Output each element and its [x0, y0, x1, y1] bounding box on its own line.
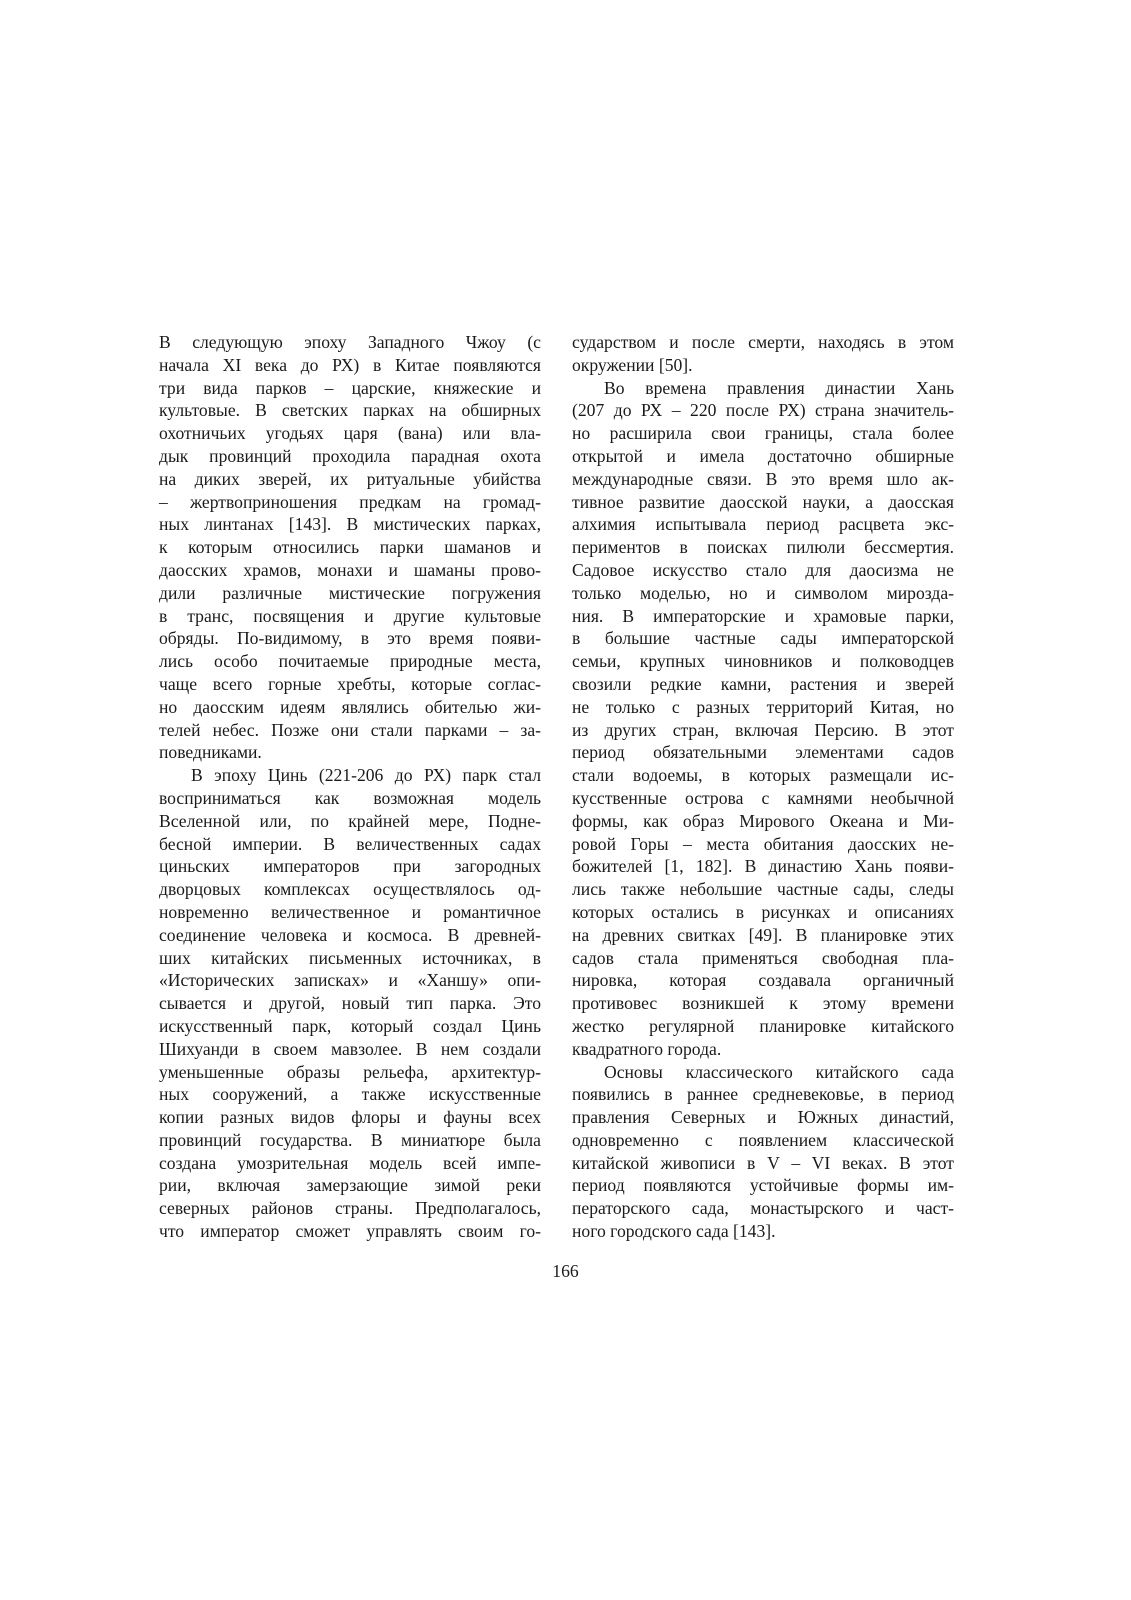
text-line: которых остались в рисунках и описаниях — [572, 901, 954, 922]
text-line: окружении [50]. — [572, 354, 693, 375]
text-line: садов стала применяться свободная пла- — [572, 947, 954, 968]
text-line: Основы классического китайского сада — [604, 1061, 954, 1082]
text-line: В эпоху Цинь (221-206 до РХ) парк стал — [191, 765, 541, 786]
text-line: одновременно с появлением классической — [572, 1129, 954, 1150]
text-line: формы, как образ Мирового Океана и Ми- — [572, 810, 954, 831]
text-line: к которым относились парки шаманов и — [159, 537, 541, 558]
text-line: Во времена правления династии Хань — [604, 377, 954, 398]
text-line: международные связи. В это время шло ак- — [572, 468, 954, 489]
text-line: ных сооружений, а также искусственные — [159, 1084, 541, 1105]
text-line: ровой Горы – места обитания даосских не- — [572, 833, 954, 854]
text-line: сударством и после смерти, находясь в этом — [572, 332, 954, 352]
text-line: – жертвоприношения предкам на громад- — [159, 491, 541, 512]
text-line: Вселенной или, по крайней мере, Подне- — [159, 810, 541, 831]
text-line: лись особо почитаемые природные места, — [159, 651, 541, 672]
text-line: три вида парков – царские, княжеские и — [159, 377, 541, 398]
text-line: соединение человека и космоса. В древней- — [159, 924, 541, 945]
text-line: но даосским идеям являлись обителью жи- — [159, 696, 541, 717]
text-line: стали водоемы, в которых размещали ис- — [572, 765, 954, 786]
text-line: лись также небольшие частные сады, следы — [572, 879, 954, 900]
text-line: (207 до РХ – 220 после РХ) страна значитель- — [572, 400, 954, 421]
text-line: уменьшенные образы рельефа, архитектур- — [159, 1061, 541, 1082]
text-line: ного городского сада [143]. — [572, 1221, 776, 1242]
text-line: искусственный парк, который создал Цинь — [159, 1015, 541, 1036]
text-line: появились в раннее средневековье, в период — [572, 1084, 954, 1105]
text-line: не только с разных территорий Китая, но — [572, 696, 954, 717]
text-line: сывается и другой, новый тип парка. Это — [159, 993, 541, 1014]
text-line: из других стран, включая Персию. В этот — [572, 719, 954, 740]
text-line: бесной империи. В величественных садах — [159, 833, 541, 854]
text-line: нировка, которая создавала органичный — [572, 970, 954, 991]
text-line: только моделью, но и символом мирозда- — [572, 582, 954, 603]
text-line: «Исторических записках» и «Ханшу» опи- — [159, 970, 541, 991]
text-line: дворцовых комплексах осуществлялось од- — [159, 879, 541, 900]
text-line: копии разных видов флоры и фауны всех — [159, 1107, 541, 1128]
text-line: божителей [1, 182]. В династию Хань появи- — [572, 856, 954, 877]
text-line: противовес возникшей к этому времени — [572, 993, 954, 1014]
text-line: поведниками. — [159, 742, 262, 763]
text-line: дык провинций проходила парадная охота — [159, 445, 541, 466]
text-line: Шихуанди в своем мавзолее. В нем создали — [159, 1038, 541, 1059]
text-line: правления Северных и Южных династий, — [572, 1107, 954, 1128]
text-line: тивное развитие даосской науки, а даосская — [572, 491, 954, 512]
text-line: период появляются устойчивые формы им- — [572, 1175, 954, 1196]
page-number: 166 — [552, 1261, 579, 1281]
text-line: жестко регулярной планировке китайского — [572, 1015, 954, 1036]
text-line: циньских императоров при загородных — [159, 856, 541, 877]
text-line: алхимия испытывала период расцвета экс- — [572, 514, 954, 535]
text-line: свозили редкие камни, растения и зверей — [572, 673, 954, 694]
text-line: телей небес. Позже они стали парками – за- — [159, 719, 541, 740]
text-line: чаще всего горные хребты, которые соглас- — [159, 673, 541, 694]
text-line: но расширила свои границы, стала более — [572, 423, 954, 444]
text-line: начала XI века до РХ) в Китае появляются — [159, 354, 541, 375]
text-line: северных районов страны. Предполагалось, — [159, 1198, 541, 1219]
text-line: на древних свитках [49]. В планировке этих — [572, 924, 954, 945]
text-line: рии, включая замерзающие зимой реки — [159, 1175, 541, 1196]
text-line: квадратного города. — [572, 1038, 722, 1059]
text-line: ператорского сада, монастырского и част- — [572, 1198, 954, 1219]
text-line: в большие частные сады императорской — [572, 628, 954, 649]
text-line: ния. В императорские и храмовые парки, — [572, 605, 954, 626]
text-line: В следующую эпоху Западного Чжоу (с — [159, 332, 541, 352]
text-line: охотничьих угодьях царя (вана) или вла- — [159, 423, 541, 444]
text-line: период обязательными элементами садов — [572, 742, 954, 763]
left-column — [159, 331, 541, 1243]
text-line: семьи, крупных чиновников и полководцев — [572, 651, 954, 672]
text-line: китайской живописи в V – VI веках. В этот — [572, 1152, 954, 1173]
text-line: культовые. В светских парках на обширных — [159, 400, 541, 421]
text-line: что император сможет управлять своим го- — [159, 1221, 541, 1242]
text-line: обряды. По-видимому, в это время появи- — [159, 628, 541, 649]
text-line: Садовое искусство стало для даосизма не — [572, 559, 954, 580]
text-line: дили различные мистические погружения — [159, 582, 541, 603]
right-column — [572, 331, 954, 1243]
text-line: ших китайских письменных источниках, в — [159, 947, 541, 968]
text-line: провинций государства. В миниатюре была — [159, 1129, 541, 1150]
text-line: открытой и имела достаточно обширные — [572, 445, 954, 466]
text-line: в транс, посвящения и другие культовые — [159, 605, 541, 626]
text-line: восприниматься как возможная модель — [159, 787, 541, 808]
text-line: ных линтанах [143]. В мистических парках, — [159, 514, 541, 535]
text-line: кусственные острова с камнями необычной — [572, 787, 954, 808]
text-line: новременно величественное и романтичное — [159, 901, 541, 922]
text-line: создана умозрительная модель всей импе- — [159, 1152, 541, 1173]
text-line: даосских храмов, монахи и шаманы прово- — [159, 559, 541, 580]
text-line: на диких зверей, их ритуальные убийства — [159, 468, 541, 489]
text-line: периментов в поисках пилюли бессмертия. — [572, 537, 954, 558]
